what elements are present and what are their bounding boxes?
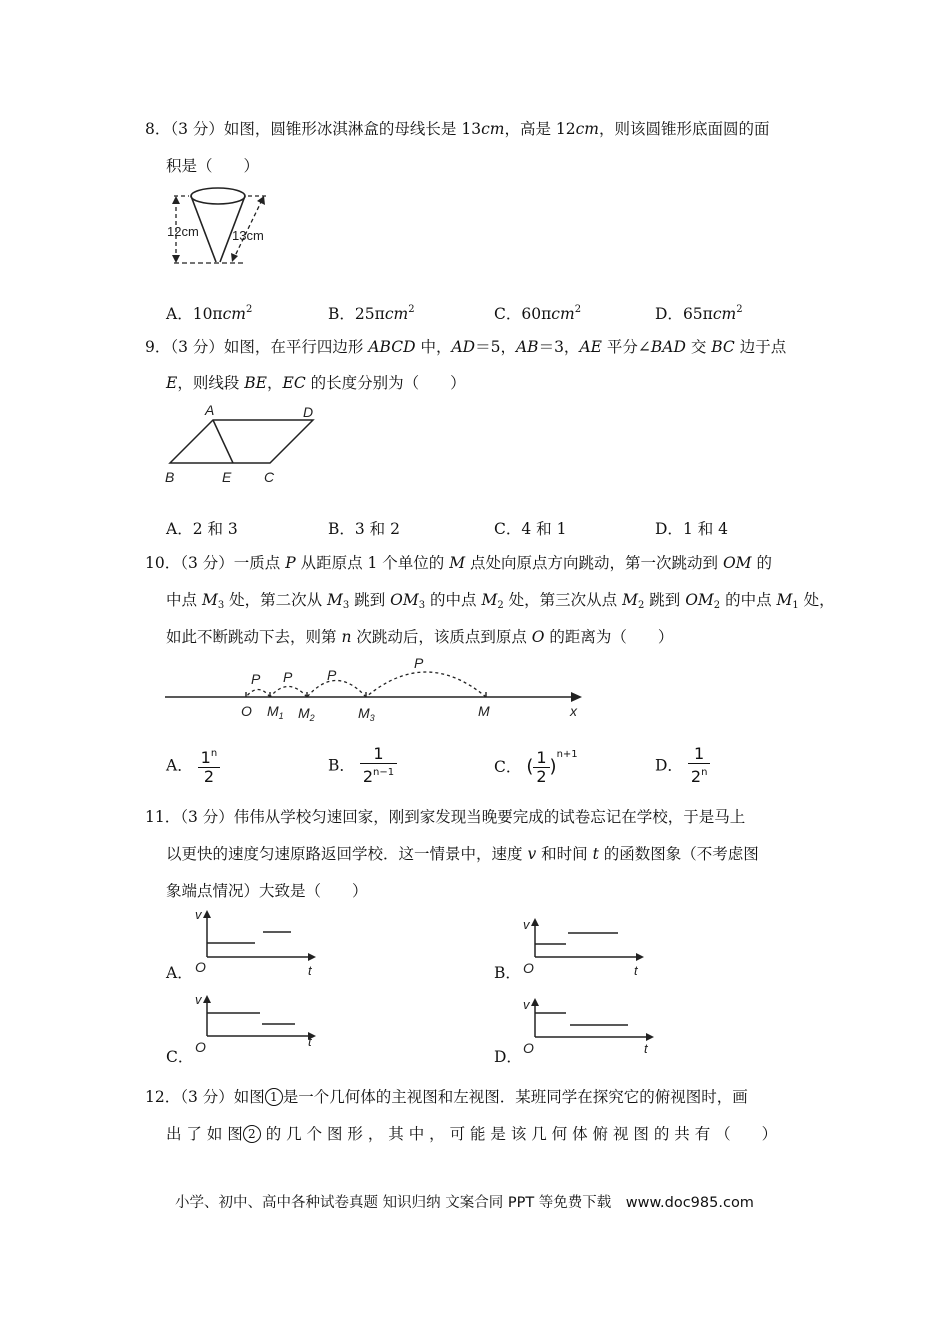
q11-graph-c (190, 990, 325, 1056)
q10-option-c[interactable]: C． ( $\frac{1}{2}$ )$^{n+1}$ (494, 747, 578, 786)
circled-1: 1 (265, 1088, 283, 1106)
svg-text:v: v (195, 907, 202, 922)
page-footer[interactable]: 小学、初中、高中各种试卷真题 知识归纳 文案合同 PPT 等免费下载 www.doc985.com (175, 1195, 754, 1211)
q8-option-a[interactable]: A．10πcm$^2$ (166, 304, 253, 323)
cone-figure (162, 182, 277, 272)
q9-option-c[interactable]: C．4 和 1 (494, 520, 567, 538)
svg-text:O: O (523, 960, 534, 976)
point-a-label: A (205, 402, 215, 418)
jump-label-p3: P (283, 669, 293, 685)
q11-line2: 以更快的速度匀速原路返回学校．这一情景中，速度 v 和时间 t 的函数图象（不考虑图 (166, 845, 759, 863)
parallelogram-figure (160, 400, 330, 490)
svg-text:t: t (308, 963, 312, 977)
q10-line2: 中点 $M_3$ 处，第二次从 $M_3$ 跳到 $OM_3$ 的中点 $M_2$ 处，第三次从点 $M_2$ 跳到 $OM_2$ 的中点 $M_1$ 处， (166, 591, 835, 611)
q11-graph-a (190, 905, 325, 977)
cone-slant-label: 13cm (232, 228, 264, 243)
point-b-label: B (165, 469, 175, 485)
origin-label: O (241, 703, 252, 719)
q10-option-a[interactable]: A． $\frac{1^n}{2}$ (166, 745, 220, 786)
q11-option-c[interactable]: C． (166, 1048, 194, 1066)
q12-line2: 出 了 如 图 2 的 几 个 图 形 ， 其 中 ， 可 能 是 该 几 何 体 俯 视 图 的 共 有 （ ） (166, 1125, 778, 1143)
m-label: M (478, 703, 490, 719)
q8-option-c[interactable]: C．60πcm$^2$ (494, 304, 582, 323)
m3-label: $M_3$ (358, 705, 375, 723)
q12-line1: 12．（3 分）如图 1 是一个几何体的主视图和左视图．某班同学在探究它的俯视图时，画 (145, 1088, 748, 1106)
q11-line3: 象端点情况）大致是（ ） (166, 882, 368, 900)
q11-option-b[interactable]: B． (494, 964, 521, 982)
point-d-label: D (303, 404, 314, 420)
q11-option-d[interactable]: D． (494, 1048, 522, 1066)
svg-text:v: v (523, 917, 530, 932)
q10-line1: 10．（3 分）一质点 P 从距原点 1 个单位的 M 点处向原点方向跳动，第一次跳动到 OM 的 (145, 554, 772, 572)
q9-line1: 9．（3 分）如图，在平行四边形 ABCD 中，AD＝5，AB＝3，AE 平分∠BAD 交 BC 边于点 (145, 338, 787, 356)
number-line-figure (160, 652, 590, 724)
point-c-label: C (264, 469, 275, 485)
q11-graph-b (518, 915, 653, 977)
svg-text:O: O (523, 1040, 534, 1056)
svg-text:t: t (644, 1041, 648, 1056)
m1-label: $M_1$ (267, 703, 284, 721)
jump-label-p4: P (251, 671, 261, 687)
svg-text:t: t (308, 1034, 312, 1049)
m2-label: $M_2$ (298, 705, 315, 723)
svg-text:t: t (634, 963, 638, 977)
circled-2: 2 (243, 1125, 261, 1143)
q8-line1: 8．（3 分）如图，圆锥形冰淇淋盒的母线长是 13cm，高是 12cm，则该圆锥形底面圆的面 (145, 120, 770, 138)
q8-line2: 积是（ ） (166, 157, 260, 175)
svg-text:v: v (195, 992, 202, 1007)
jump-label-p1: P (414, 655, 424, 671)
svg-text:O: O (195, 1039, 206, 1055)
q10-option-b[interactable]: B． $\frac{1}{2^{n-1}}$ (328, 745, 397, 786)
q11-option-a[interactable]: A． (166, 964, 193, 982)
q9-line2: E，则线段 BE，EC 的长度分别为（ ） (166, 374, 466, 392)
q11-graph-d (518, 995, 663, 1057)
q8-option-b[interactable]: B．25πcm$^2$ (328, 304, 415, 323)
q8-option-d[interactable]: D．65πcm$^2$ (655, 304, 743, 323)
q11-line1: 11．（3 分）伟伟从学校匀速回家，刚到家发现当晚要完成的试卷忘记在学校，于是马上 (145, 808, 746, 826)
q9-option-a[interactable]: A．2 和 3 (166, 520, 238, 538)
cone-height-label: 12cm (167, 224, 199, 239)
q10-option-d[interactable]: D． $\frac{1}{2^n}$ (655, 745, 710, 786)
point-e-label: E (222, 469, 232, 485)
jump-label-p2: P (327, 667, 337, 683)
q9-option-d[interactable]: D．1 和 4 (655, 520, 729, 538)
svg-text:O: O (195, 959, 206, 975)
x-axis-label: x (570, 703, 577, 719)
q9-option-b[interactable]: B．3 和 2 (328, 520, 400, 538)
svg-text:v: v (523, 997, 530, 1012)
q10-line3: 如此不断跳动下去，则第 n 次跳动后，该质点到原点 O 的距离为（ ） (166, 628, 674, 646)
